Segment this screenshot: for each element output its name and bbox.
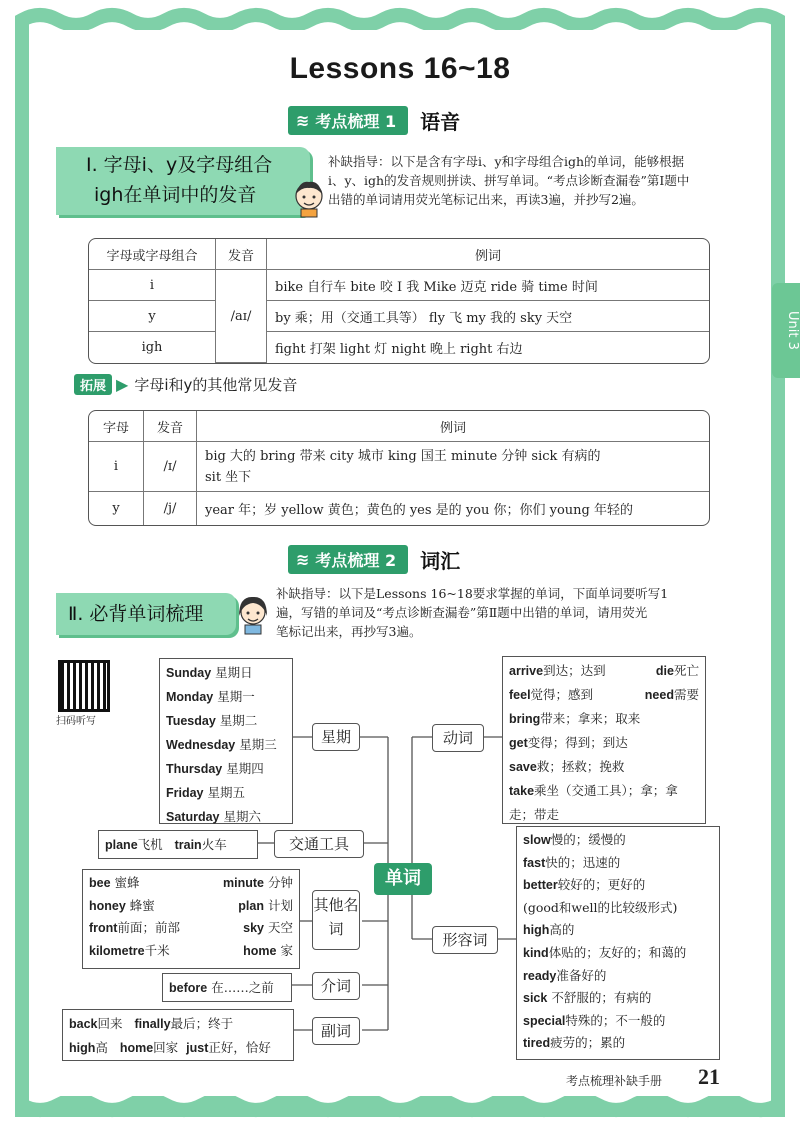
list-item: save救；拯救；挽救 bbox=[509, 759, 625, 774]
banner1-line2: igh在单词中的发音 bbox=[94, 184, 257, 206]
extension-text: 字母i和y的其他常见发音 bbox=[134, 376, 298, 394]
table-header: 发音 bbox=[216, 239, 267, 270]
table-row bbox=[89, 270, 709, 301]
letter-cell: y bbox=[89, 492, 144, 525]
examples-line: sit 坐下 bbox=[205, 469, 252, 485]
center-node-words: 单词 bbox=[374, 863, 432, 895]
table-row bbox=[89, 332, 709, 363]
table-header: 字母 bbox=[89, 411, 144, 442]
examples-cell: fight 打架 light 灯 night 晚上 right 右边 bbox=[275, 342, 523, 357]
list-item: high高的 bbox=[523, 922, 575, 938]
category-adverb: 副词 bbox=[312, 1017, 360, 1045]
section2-guide bbox=[276, 584, 728, 641]
girl-cartoon-icon bbox=[236, 594, 270, 636]
table-header: 发音 bbox=[144, 411, 197, 442]
adjectives-box bbox=[516, 826, 720, 1060]
section1-guide bbox=[328, 152, 728, 209]
category-verb: 动词 bbox=[432, 724, 484, 752]
examples-cell bbox=[197, 442, 709, 492]
phoneme-cell: /j/ bbox=[144, 492, 197, 525]
page-title: Lessons 16~18 bbox=[289, 52, 511, 85]
unit-side-tab bbox=[772, 283, 800, 378]
guide1-line: i、y、igh的发音规则拼读、拼写单词。“考点诊断查漏卷”第Ⅰ题中 bbox=[328, 173, 690, 188]
table-header-row bbox=[89, 411, 709, 442]
list-item: Friday 星期五 bbox=[166, 785, 246, 800]
table-header: 例词 bbox=[197, 411, 709, 442]
list-item: high高 home回家 just正好，恰好 bbox=[69, 1040, 271, 1055]
transport-box: plane飞机 train火车 bbox=[98, 830, 258, 859]
unit-label: Unit 3 bbox=[785, 311, 800, 350]
list-item: ready准备好的 bbox=[523, 967, 607, 983]
letter-cell: i bbox=[89, 270, 216, 301]
examples-cell: bike 自行车 bite 咬 I 我 Mike 迈克 ride 骑 time 时间 bbox=[267, 270, 709, 301]
list-item: feel觉得；感到 need需要 bbox=[509, 687, 699, 702]
letter-cell: i bbox=[89, 442, 144, 492]
table-row bbox=[89, 301, 709, 332]
guide2-line: 笔标记出来，再抄写3遍。 bbox=[276, 624, 422, 639]
section2-badge bbox=[288, 545, 408, 574]
phoneme-cell: /aɪ/ bbox=[216, 270, 267, 363]
section2-name: 词汇 bbox=[420, 548, 461, 573]
section1-banner bbox=[56, 147, 310, 215]
banner1-line1: Ⅰ. 字母i、y及字母组合 bbox=[86, 154, 273, 176]
list-item: Tuesday 星期二 bbox=[166, 713, 258, 728]
guide1-line: 出错的单词请用荧光笔标记出来，再读3遍，并抄写2遍。 bbox=[328, 192, 644, 207]
table-header: 字母或字母组合 bbox=[89, 239, 216, 270]
guide2-line: 遍，写错的单词及“考点诊断查漏卷”第Ⅱ题中出错的单词，请用荧光 bbox=[276, 605, 648, 620]
guide1-line: 补缺指导：以下是含有字母i、y和字母组合igh的单词，能够根据 bbox=[328, 154, 685, 169]
list-item: sick 不舒服的；有病的 bbox=[523, 990, 652, 1006]
examples-cell: by 乘；用（交通工具等） fly 飞 my 我的 sky 天空 bbox=[267, 301, 709, 332]
section1-badge bbox=[288, 106, 408, 135]
section2-badge-label: 考点梳理 2 bbox=[315, 550, 397, 570]
footer-text: 考点梳理补缺手册 bbox=[566, 1074, 663, 1088]
section1-badge-label: 考点梳理 1 bbox=[315, 111, 397, 131]
section1-heading bbox=[288, 106, 460, 134]
list-item: fast快的；迅速的 bbox=[523, 854, 621, 870]
wave-icon: ≋ bbox=[296, 110, 310, 130]
other-sounds-table bbox=[88, 410, 710, 526]
list-item: Sunday 星期日 bbox=[166, 665, 253, 680]
list-item: get变得；得到；到达 bbox=[509, 735, 628, 750]
list-item: back回来 finally最后；终于 bbox=[69, 1016, 234, 1031]
category-adjective: 形容词 bbox=[432, 926, 498, 954]
wave-icon: ≋ bbox=[296, 549, 310, 569]
list-item: Monday 星期一 bbox=[166, 689, 255, 704]
section2-heading bbox=[288, 545, 460, 573]
list-item: slow慢的；缓慢的 bbox=[523, 832, 626, 847]
category-transport: 交通工具 bbox=[274, 830, 364, 858]
boy-cartoon-icon bbox=[292, 178, 326, 218]
guide2-line: 补缺指导：以下是Lessons 16~18要求掌握的单词，下面单词要听写1 bbox=[276, 586, 669, 601]
category-other-nouns: 其他名词 bbox=[312, 890, 360, 950]
letter-cell: igh bbox=[89, 332, 216, 363]
list-item: Thursday 星期四 bbox=[166, 761, 264, 776]
table-header-row bbox=[89, 239, 709, 270]
list-item: (good和well的比较级形式) bbox=[523, 899, 678, 915]
list-item: 走；带走 bbox=[509, 807, 560, 822]
list-item: better较好的；更好的 bbox=[523, 877, 646, 893]
examples-line: big 大的 bring 带来 city 城市 king 国王 minute 分钟 sick 有病的 bbox=[205, 448, 601, 464]
list-item: kilometre千米 home 家 bbox=[89, 942, 293, 958]
table-row bbox=[89, 442, 709, 492]
other-nouns-box bbox=[82, 869, 300, 969]
list-item: bring带来；拿来；取来 bbox=[509, 711, 641, 726]
table-header: 例词 bbox=[267, 239, 709, 270]
preposition-box: before 在……之前 bbox=[162, 973, 292, 1002]
list-item: Wednesday 星期三 bbox=[166, 737, 277, 752]
verbs-box bbox=[502, 656, 706, 824]
page-number: 21 bbox=[698, 1064, 720, 1089]
weekday-box bbox=[159, 658, 293, 824]
list-item: honey 蜂蜜 plan 计划 bbox=[89, 897, 293, 913]
category-preposition: 介词 bbox=[312, 972, 360, 1000]
extension-heading bbox=[74, 374, 297, 395]
examples-cell: year 年；岁 yellow 黄色；黄色的 yes 是的 you 你；你们 young 年轻的 bbox=[205, 503, 633, 518]
list-item: special特殊的；不一般的 bbox=[523, 1012, 666, 1028]
list-item: tired疲劳的；累的 bbox=[523, 1035, 626, 1051]
adverbs-box bbox=[62, 1009, 294, 1061]
extension-badge: 拓展 bbox=[74, 374, 112, 395]
list-item: bee 蜜蜂 minute 分钟 bbox=[89, 875, 293, 890]
list-item: arrive到达；达到 die死亡 bbox=[509, 663, 699, 678]
table-row bbox=[89, 492, 709, 525]
list-item: front前面；前部 sky 天空 bbox=[89, 920, 293, 935]
section1-name: 语音 bbox=[420, 109, 461, 134]
list-item: kind体贴的；友好的；和蔼的 bbox=[523, 944, 687, 960]
arrow-icon: ▶ bbox=[116, 375, 129, 394]
list-item: take乘坐（交通工具）；拿；拿 bbox=[509, 783, 678, 798]
section2-banner bbox=[56, 593, 236, 635]
pronunciation-table bbox=[88, 238, 710, 364]
category-weekday: 星期 bbox=[312, 723, 360, 751]
list-item: Saturday 星期六 bbox=[166, 809, 261, 824]
letter-cell: y bbox=[89, 301, 216, 332]
phoneme-cell: /ɪ/ bbox=[144, 442, 197, 492]
qr-label: 扫码听写 bbox=[56, 716, 96, 727]
banner2-text: Ⅱ. 必背单词梳理 bbox=[68, 603, 204, 625]
